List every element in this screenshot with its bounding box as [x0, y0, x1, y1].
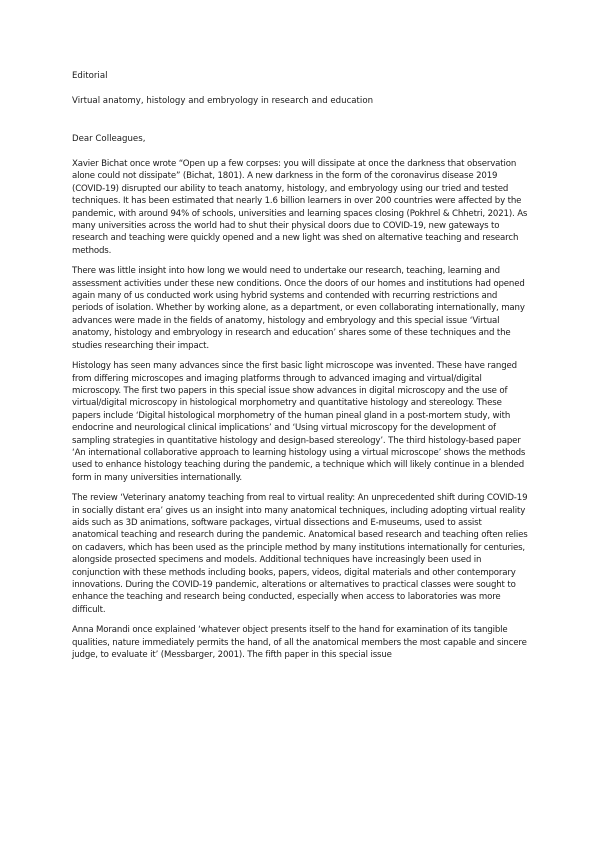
article-title: Virtual anatomy, histology and embryology in research and education [72, 96, 374, 106]
section-label: Editorial [72, 71, 108, 81]
paragraph-4: The review ‘Veterinary anatomy teaching from real to virtual reality: An unprecedented shift during COVID-19 in socially distant era’ gives us an insight into many anatomical techniques, including adopting virtual reality aids such as 3D animations, software packages, virtual dissections and E-museums, used to assist anatomical teaching and research during the pandemic. Anatomical based research and teaching often relies on cadavers, which has been used as the principle method by many institutions internationally for centuries, alongside prosected specimens and models. Additional techniques have increasingly been used in conjunction with these methods including books, papers, videos, digital materials and other contemporary innovations. During the COVID-19 pandemic, alterations or alternatives to practical classes were sought to enhance the teaching and research being conducted, especially when access to laboratories was more difficult. [72, 493, 528, 615]
paragraph-5: Anna Morandi once explained ‘whatever object presents itself to the hand for examination of its tangible qualities, nature immediately permits the hand, of all the anatomical members the most capable and sincere judge, to evaluate it’ (Messbarger, 2001). The fifth paper in this special issue [72, 625, 527, 661]
document-body [72, 70, 528, 669]
paragraph-1: Xavier Bichat once wrote “Open up a few corpses: you will dissipate at once the darkness that observation alone could not dissipate” (Bichat, 1801). A new darkness in the form of the coronavirus disease 2019 (COVID-19) disrupted our ability to teach anatomy, histology, and embryology using our tried and tested techniques. It has been estimated that nearly 1.6 billion learners in over 200 countries were affected by the pandemic, with around 94% of schools, universities and learning spaces closing (Pokhrel & Chhetri, 2021). As many universities across the world had to shut their physical doors due to COVID-19, new gateways to research and teaching were quickly opened and a new light was shed on alternative teaching and research methods. [72, 159, 528, 256]
salutation: Dear Colleagues, [72, 134, 146, 144]
paragraph-2: There was little insight into how long we would need to undertake our research, teaching, learning and assessment activities under these new conditions. Once the doors of our homes and institutions had opened again many of us conducted work using hybrid systems and contended with recurring restrictions and periods of isolation. Whether by working alone, as a department, or even collaborating internationally, many advances were made in the fields of anatomy, histology and embryology and this special issue ‘Virtual anatomy, histology and embryology in research and education’ shares some of these techniques and the studies researching their impact. [72, 266, 525, 351]
paragraph-3: Histology has seen many advances since the first basic light microscope was invented. These have ranged from differing microscopes and imaging platforms through to advanced imaging and virtual/digital microscopy. The first two papers in this special issue show advances in digital microscopy and the use of virtual/digital microscopy in histological morphometry and quantitative histology and stereology. These papers include ‘Digital histological morphometry of the human pineal gland in a post-mortem study, with endocrine and neurological clinical implications’ and ‘Using virtual microscopy for the development of sampling strategies in quantitative histology and design-based stereology’. The third histology-based paper ‘An international collaborative approach to learning histology using a virtual microscope’ shows the methods used to enhance histology teaching during the pandemic, a technique which will likely continue in a blended form in many universities internationally. [72, 361, 526, 483]
